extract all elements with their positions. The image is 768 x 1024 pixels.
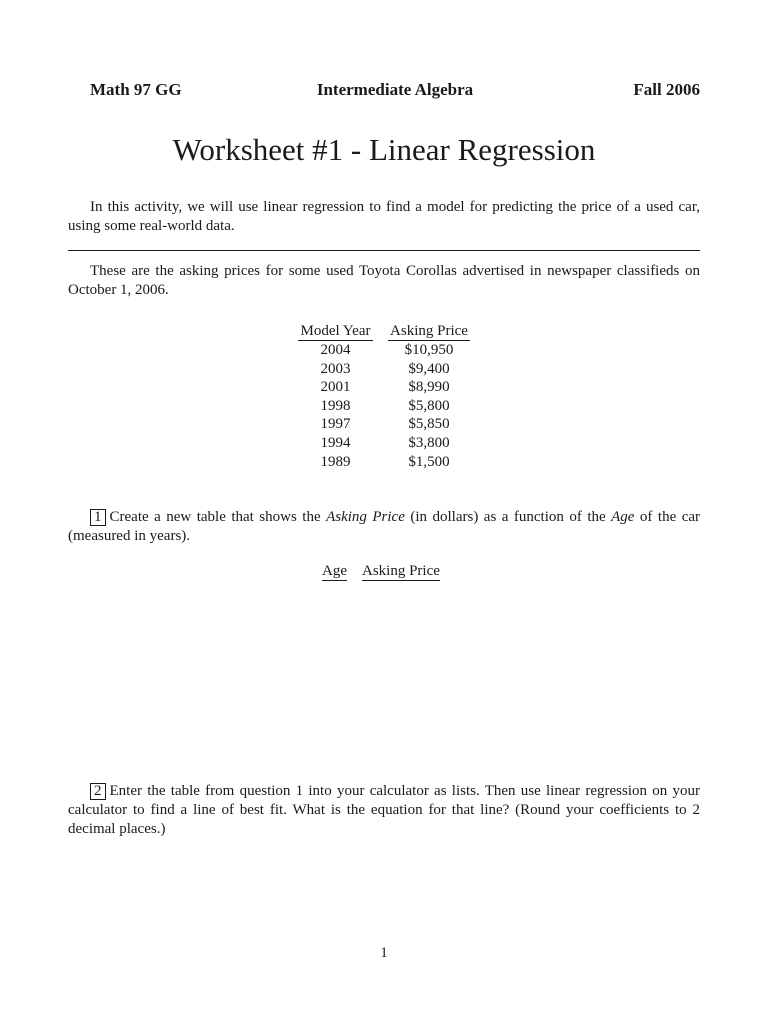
asking-price-cell: $1,500	[408, 453, 450, 470]
table-row	[298, 415, 470, 434]
column-header-asking-price: Asking Price	[388, 322, 470, 341]
table-row	[298, 360, 470, 379]
model-year-cell: 1989	[320, 453, 351, 470]
question-number-box: 1	[90, 509, 106, 526]
asking-price-cell: $5,850	[408, 416, 450, 433]
question-1-text-b: (in dollars) as a function of the	[404, 509, 612, 525]
question-1	[68, 508, 700, 546]
question-1-emphasis-age: Age	[611, 509, 635, 525]
asking-price-cell: $10,950	[404, 342, 454, 358]
horizontal-rule	[68, 250, 700, 251]
question-2-text: Enter the table from question 1 into your calculator as lists. Then use linear regression on your calculator to find a line of best fit. What is the equation for that line? (Round your coefficients to 2 decimal places.)	[68, 783, 700, 837]
question-1-text-a: Create a new table that shows the	[109, 509, 327, 525]
table-row	[298, 434, 470, 453]
question-1-text-c: of the car (measured in years).	[68, 509, 701, 544]
model-year-cell: 2001	[320, 379, 351, 396]
worksheet-title: Worksheet #1 - Linear Regression	[172, 132, 596, 167]
question-2	[68, 782, 700, 839]
column-header-asking-price: Asking Price	[362, 563, 440, 579]
table-row	[298, 397, 470, 416]
question-1-emphasis-asking-price: Asking Price	[326, 509, 405, 525]
table-row	[298, 378, 470, 397]
asking-price-cell: $9,400	[408, 360, 450, 377]
car-price-table	[298, 322, 470, 471]
page-header	[90, 80, 700, 104]
column-header-model-year: Model Year	[298, 322, 373, 341]
table-row	[298, 341, 470, 360]
model-year-cell: 1998	[320, 397, 351, 414]
table-row	[298, 453, 470, 472]
header-course: Math 97 GG	[90, 80, 182, 99]
data-intro-paragraph: These are the asking prices for some used Toyota Corollas advertised in newspaper classifieds on October 1, 2006.	[68, 263, 700, 298]
question-number-box: 2	[90, 783, 106, 800]
asking-price-cell: $8,990	[408, 379, 450, 396]
model-year-cell: 1994	[320, 434, 351, 451]
model-year-cell: 1997	[320, 416, 351, 433]
asking-price-cell: $3,800	[408, 434, 450, 451]
age-price-answer-table	[322, 562, 440, 581]
header-subject: Intermediate Algebra	[316, 80, 474, 99]
model-year-cell: 2003	[320, 360, 351, 377]
model-year-cell: 2004	[320, 342, 351, 358]
page-number: 1	[380, 945, 388, 961]
column-header-age: Age	[322, 563, 347, 579]
asking-price-cell: $5,800	[408, 397, 450, 414]
intro-paragraph: In this activity, we will use linear regression to find a model for predicting the price of a used car, using some real-world data.	[68, 199, 700, 234]
header-term: Fall 2006	[633, 80, 700, 99]
